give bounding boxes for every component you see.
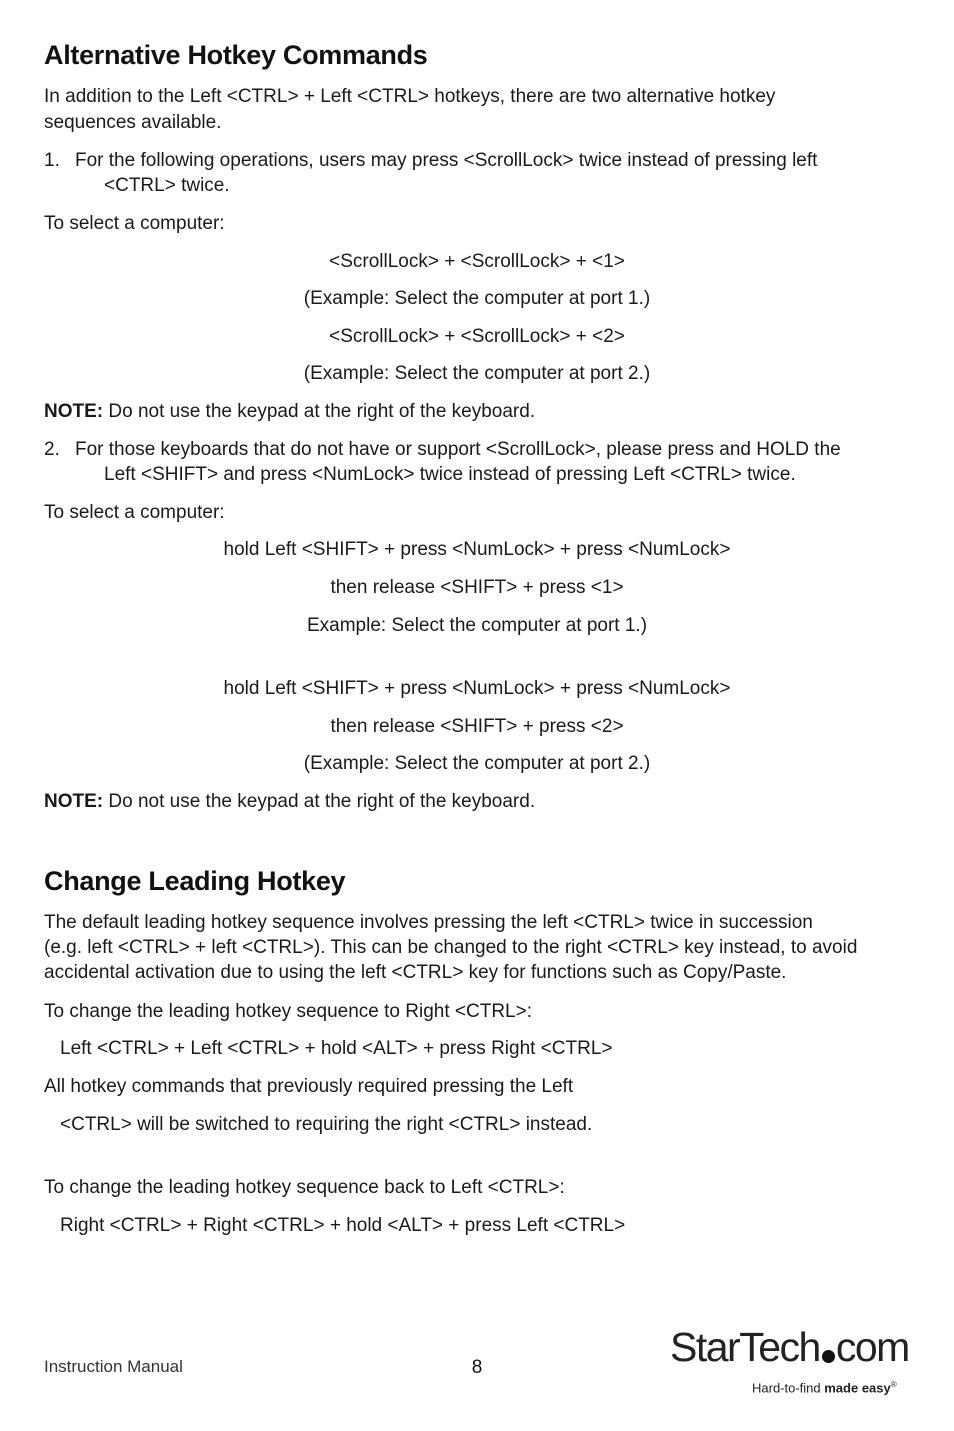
all-hotkeys-line-1: All hotkey commands that previously required pressing the Left [44,1076,574,1097]
footer-document-title: Instruction Manual [44,1357,183,1376]
tagline-part-1: Hard-to-find [752,1380,825,1396]
hotkey-example: (Example: Select the computer at port 2.) [303,363,651,384]
hotkey-sequence: <ScrollLock> + <ScrollLock> + <2> [329,326,625,347]
hotkey-sequence: then release <SHIFT> + press <1> [330,577,624,598]
hotkey-example: (Example: Select the computer at port 1.) [303,288,651,309]
list-item-1-line-2: <CTRL> twice. [104,175,230,196]
logo-com: com [835,1324,909,1370]
change-to-left-label: To change the leading hotkey sequence back to Left <CTRL>: [44,1177,565,1198]
tagline-part-2: made easy [824,1380,891,1396]
list-item-1-number: 1. [44,150,60,171]
startech-logo [670,1324,920,1400]
hotkey-example: Example: Select the computer at port 1.) [306,615,648,636]
note-2 [44,789,535,814]
hotkey-sequence: hold Left <SHIFT> + press <NumLock> + press <NumLock> [223,678,731,699]
list-item-2-number: 2. [44,439,60,460]
note-label: NOTE: [44,791,104,812]
section-title-change-leading-hotkey: Change Leading Hotkey [44,866,346,896]
note-1 [44,399,535,424]
change-to-right-sequence: Left <CTRL> + Left <CTRL> + hold <ALT> + press Right <CTRL> [60,1038,613,1059]
list-item-1-line-1: For the following operations, users may press <ScrollLock> twice instead of pressing left [75,150,818,171]
list-item-2-line-1: For those keyboards that do not have or support <ScrollLock>, please press and HOLD the [75,439,841,460]
page-number: 8 [471,1357,483,1378]
section-title-alternative-hotkeys: Alternative Hotkey Commands [44,40,428,70]
change-to-left-sequence: Right <CTRL> + Right <CTRL> + hold <ALT> + press Left <CTRL> [60,1215,626,1236]
logo-wordmark: StarTech [670,1324,820,1370]
intro-line-2: sequences available. [44,112,222,133]
hotkey-sequence: then release <SHIFT> + press <2> [330,716,624,737]
select-computer-label-1: To select a computer: [44,213,225,234]
select-computer-label-2: To select a computer: [44,502,225,523]
change-to-right-label: To change the leading hotkey sequence to Right <CTRL>: [44,1001,532,1022]
hotkey-example: (Example: Select the computer at port 2.) [303,753,651,774]
registered-mark: ® [890,1380,897,1389]
all-hotkeys-line-2: <CTRL> will be switched to requiring the right <CTRL> instead. [60,1114,593,1135]
note-label: NOTE: [44,401,104,422]
hotkey-sequence: hold Left <SHIFT> + press <NumLock> + press <NumLock> [223,539,731,560]
hotkey-sequence: <ScrollLock> + <ScrollLock> + <1> [329,251,625,272]
leading-hotkey-para-line-3: accidental activation due to using the left <CTRL> key for functions such as Copy/Paste. [44,962,787,983]
list-item-2-line-2: Left <SHIFT> and press <NumLock> twice instead of pressing Left <CTRL> twice. [104,464,796,485]
note-text: Do not use the keypad at the right of the keyboard. [103,791,536,812]
intro-line-1: In addition to the Left <CTRL> + Left <CTRL> hotkeys, there are two alternative hotkey [44,86,776,107]
logo-tagline [752,1380,897,1395]
note-text: Do not use the keypad at the right of the keyboard. [103,401,536,422]
leading-hotkey-para-line-2: (e.g. left <CTRL> + left <CTRL>). This can be changed to the right <CTRL> key instead, to avoid [44,937,858,958]
logo-dot-icon [822,1350,835,1363]
leading-hotkey-para-line-1: The default leading hotkey sequence involves pressing the left <CTRL> twice in succession [44,912,813,933]
